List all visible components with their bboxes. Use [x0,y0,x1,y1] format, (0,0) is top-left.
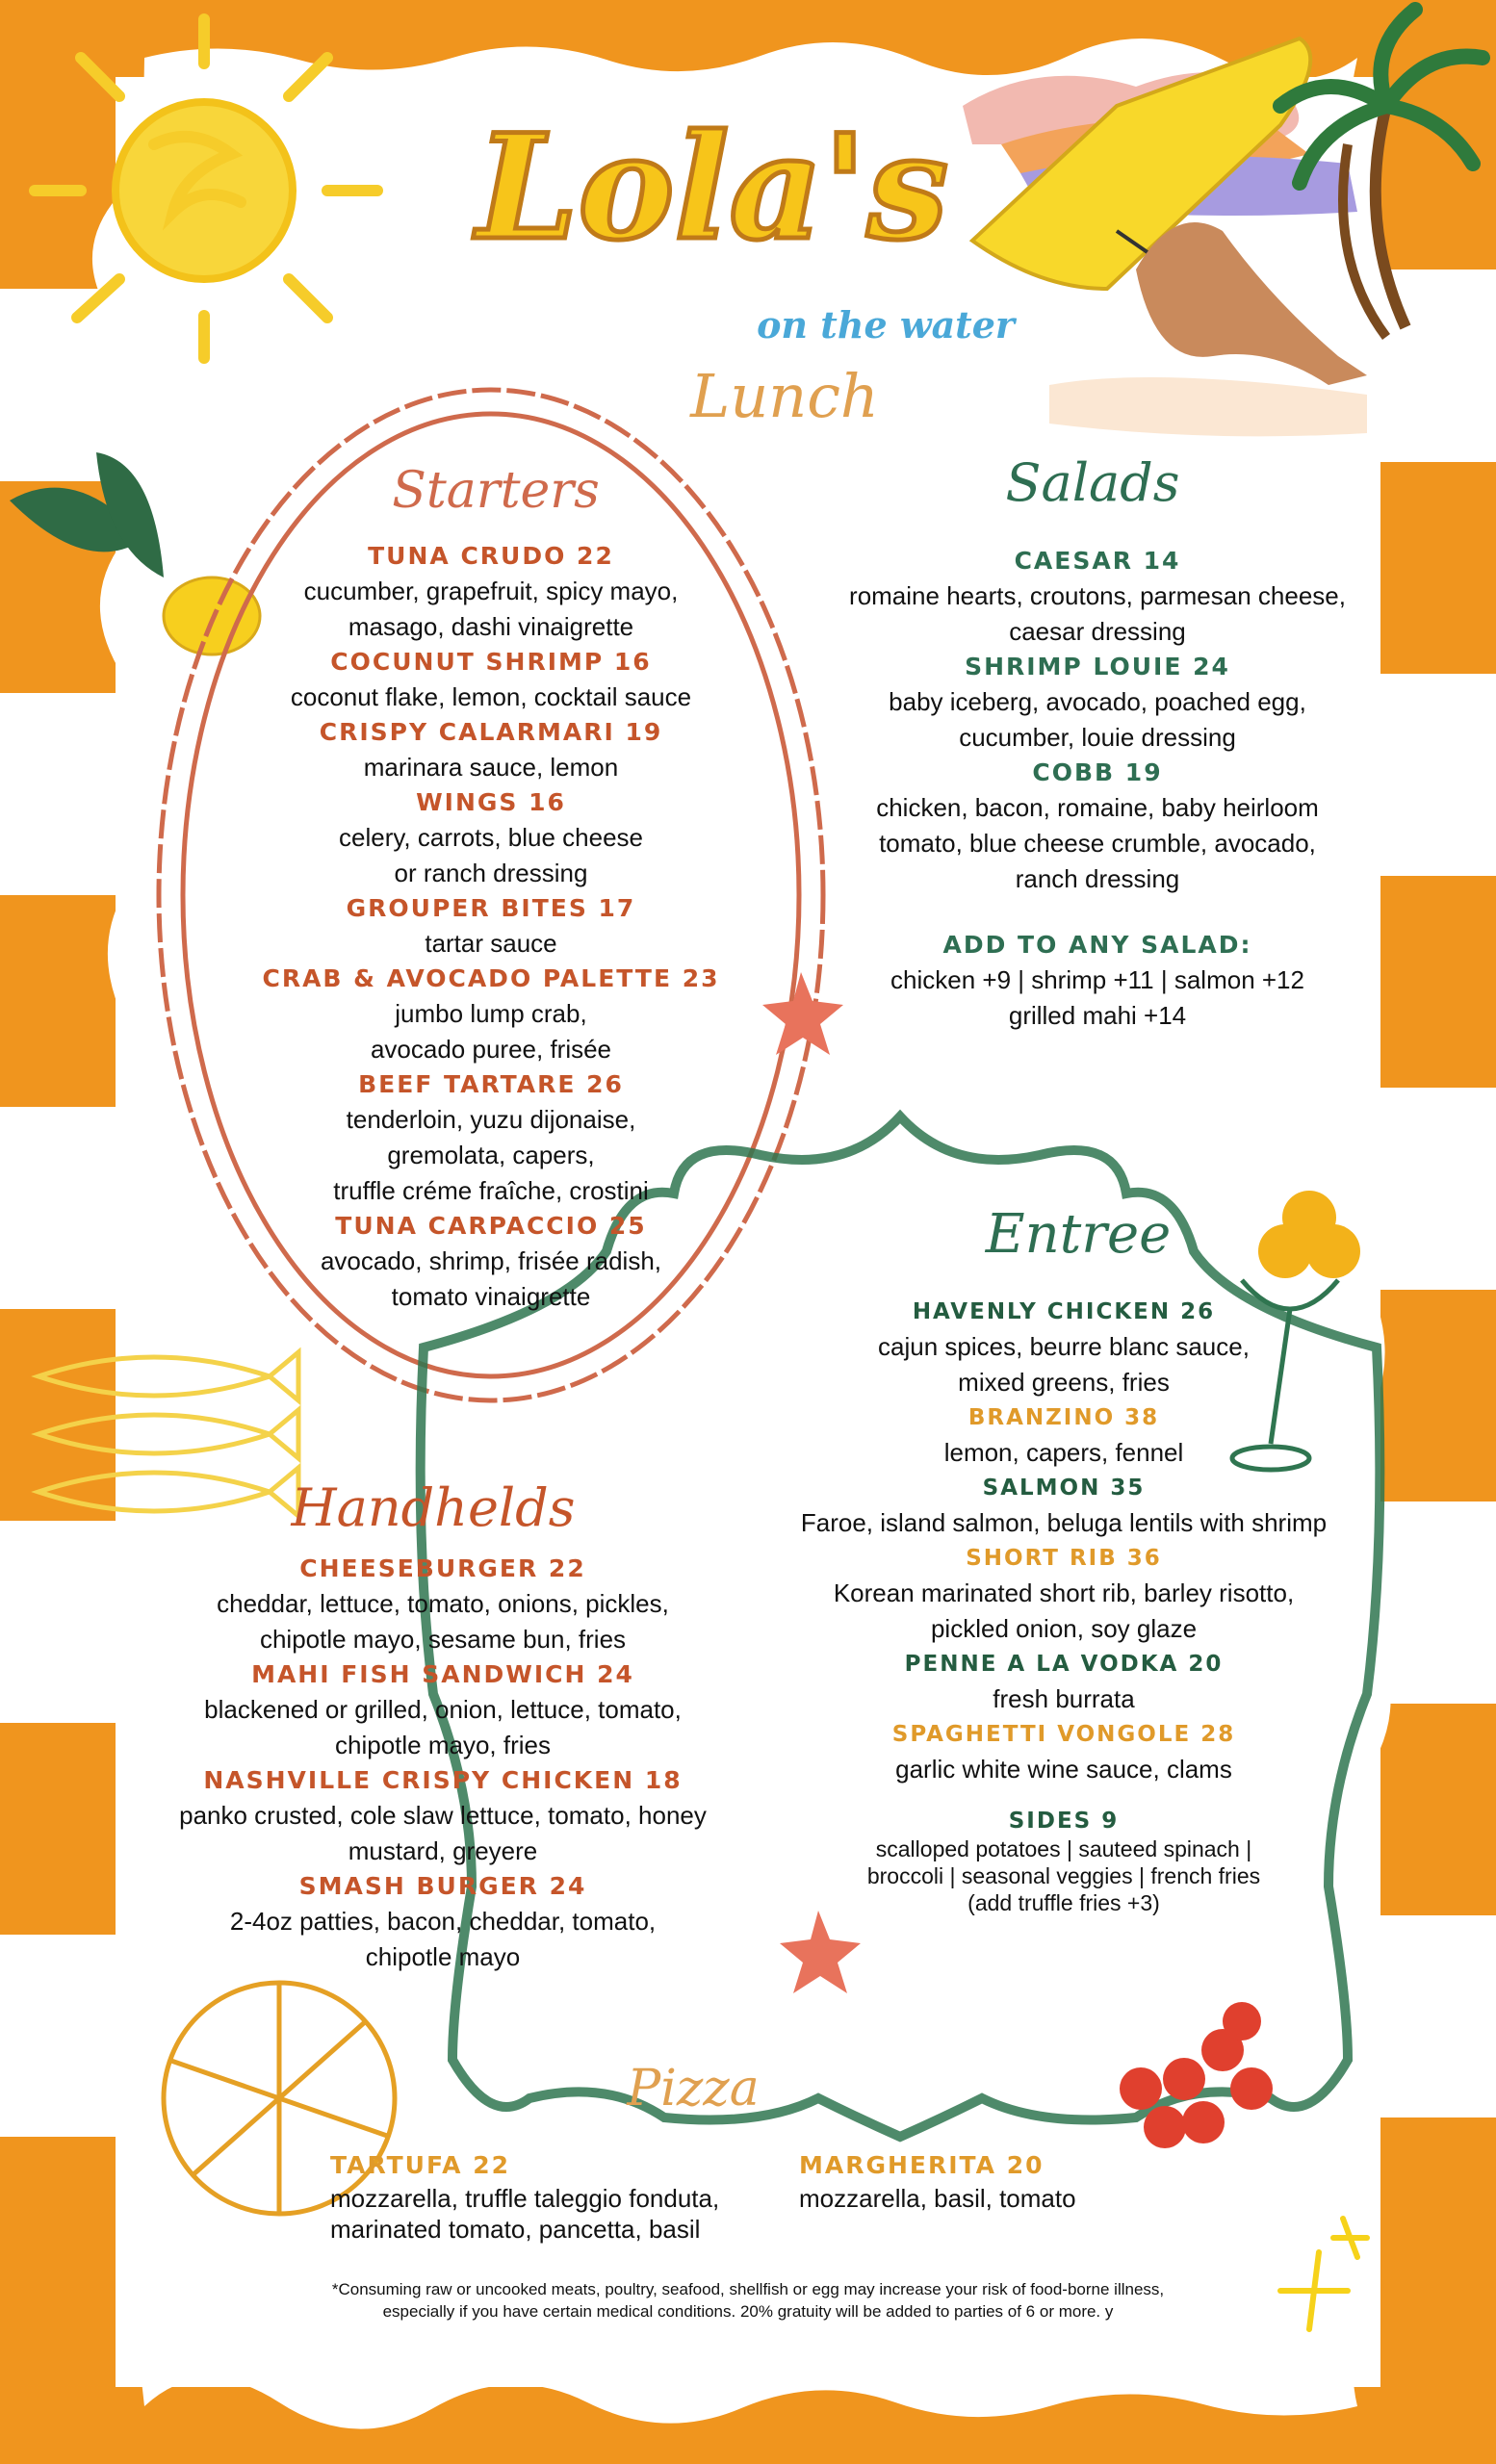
item-desc: cheddar, lettuce, tomato, onions, pickles, [217,1589,669,1618]
logo-tagline: on the water [757,303,1015,346]
sides [780,1807,1348,1916]
pizza-item-margherita [799,2148,1203,2214]
item-desc: caesar dressing [1009,617,1186,646]
item-name: WINGS 16 [416,788,566,816]
item-desc: masago, dashi vinaigrette [348,612,634,641]
menu-item [780,1647,1348,1717]
sides-line: scalloped potatoes | sauteed spinach | [875,1836,1252,1861]
item-desc: cucumber, grapefruit, spicy mayo, [303,577,679,605]
add-ons-title: ADD TO ANY SALAD: [942,931,1252,959]
menu-item [231,715,751,785]
menu-item [231,645,751,715]
footnote-line: *Consuming raw or uncooked meats, poultry, seafood, shellfish or egg may increase your risk of food-borne illness, [331,2280,1165,2298]
menu-item [780,1471,1348,1541]
item-desc: coconut flake, lemon, cocktail sauce [290,682,692,711]
item-desc: tartar sauce [425,929,557,958]
menu-item [780,1717,1348,1787]
pizza-item-tartufa [330,2148,783,2245]
pizza-title: Pizza [627,2060,760,2118]
entree-title: Entree [985,1203,1172,1266]
item-name: COCUNUT SHRIMP 16 [330,648,652,676]
item-desc: celery, carrots, blue cheese [339,823,643,852]
item-name: SALMON 35 [982,1476,1146,1501]
item-desc: tomato vinaigrette [391,1282,591,1311]
item-desc: tomato, blue cheese crumble, avocado, [879,829,1316,858]
item-name: SHRIMP LOUIE 24 [965,653,1230,680]
item-desc: marinated tomato, pancetta, basil [330,2215,701,2244]
menu-item [838,756,1357,897]
item-desc: avocado puree, frisée [370,1035,612,1064]
item-name: GROUPER BITES 17 [346,894,636,922]
menu-item [231,1067,751,1209]
salads-title: Salads [1005,452,1180,513]
menu-title: Lunch [690,361,879,431]
footnote [173,2278,1323,2323]
item-desc: chipotle mayo, fries [335,1731,551,1759]
menu-item [780,1400,1348,1471]
item-desc: chipotle mayo [365,1942,521,1971]
item-name: COBB 19 [1032,758,1163,786]
starters-title: Starters [392,462,600,520]
item-desc: Korean marinated short rib, barley risotto, [833,1578,1295,1607]
menu-item [838,650,1357,756]
item-desc: truffle créme fraîche, crostini [333,1176,649,1205]
sides-line: broccoli | seasonal veggies | french fries [866,1863,1261,1888]
item-desc: mustard, greyere [348,1836,538,1865]
item-name: CHEESEBURGER 22 [299,1554,586,1582]
item-name: CAESAR 14 [1014,547,1181,575]
item-name: MARGHERITA 20 [799,2151,1045,2179]
item-desc: pickled onion, soy glaze [930,1614,1198,1643]
item-desc: ranch dressing [1015,864,1180,893]
handhelds-list [154,1552,732,1975]
item-name: HAVENLY CHICKEN 26 [912,1299,1216,1324]
footnote-line: especially if you have certain medical conditions. 20% gratuity will be added to parties of 6 or more. y [382,2302,1114,2321]
item-desc: panko crusted, cole slaw lettuce, tomato, honey [179,1801,707,1830]
item-name: NASHVILLE CRISPY CHICKEN 18 [203,1766,683,1794]
menu-item [154,1869,732,1975]
item-desc: tenderloin, yuzu dijonaise, [346,1105,636,1134]
menu-item [231,539,751,645]
item-desc: mozzarella, truffle taleggio fonduta, [330,2184,720,2213]
entree-list [780,1295,1348,1916]
item-name: CRISPY CALARMARI 19 [319,718,663,746]
sides-title: SIDES 9 [1008,1809,1120,1834]
item-desc: mixed greens, fries [958,1368,1170,1397]
menu-item [231,785,751,891]
logo-text: Lola's [476,103,949,272]
add-ons-line: grilled mahi +14 [1008,1001,1187,1030]
item-name: TUNA CARPACCIO 25 [335,1212,647,1240]
item-desc: gremolata, capers, [387,1141,595,1169]
item-name: CRAB & AVOCADO PALETTE 23 [262,964,720,992]
item-desc: lemon, capers, fennel [943,1438,1184,1467]
menu-item [838,544,1357,650]
menu-item [154,1552,732,1657]
menu-item [231,962,751,1067]
item-desc: chipotle mayo, sesame bun, fries [259,1625,627,1654]
item-desc: marinara sauce, lemon [363,753,619,782]
item-desc: cucumber, louie dressing [959,723,1236,752]
sides-line: (add truffle fries +3) [967,1890,1160,1915]
item-name: TUNA CRUDO 22 [368,542,614,570]
item-name: MAHI FISH SANDWICH 24 [251,1660,634,1688]
menu-item [154,1657,732,1763]
item-desc: avocado, shrimp, frisée radish, [320,1246,662,1275]
item-name: SMASH BURGER 24 [298,1872,587,1900]
item-name: SHORT RIB 36 [966,1546,1162,1571]
menu-item [780,1295,1348,1400]
salad-add-ons [838,928,1357,1034]
salads-list [838,544,1357,1034]
item-desc: cajun spices, beurre blanc sauce, [878,1332,1250,1361]
item-desc: romaine hearts, croutons, parmesan cheese, [849,581,1346,610]
item-desc: Faroe, island salmon, beluga lentils with shrimp [800,1508,1328,1537]
item-name: SPAGHETTI VONGOLE 28 [891,1722,1236,1747]
item-name: TARTUFA 22 [330,2151,510,2179]
item-desc: chicken, bacon, romaine, baby heirloom [876,793,1319,822]
item-desc: jumbo lump crab, [395,999,587,1028]
handhelds-title: Handhelds [291,1477,576,1538]
item-desc: 2-4oz patties, bacon, cheddar, tomato, [229,1907,657,1936]
item-desc: blackened or grilled, onion, lettuce, tomato, [204,1695,682,1724]
add-ons-line: chicken +9 | shrimp +11 | salmon +12 [890,965,1304,994]
starters-list [231,539,751,1315]
item-desc: or ranch dressing [394,859,588,887]
menu-item [231,1209,751,1315]
item-name: BRANZINO 38 [967,1405,1160,1430]
menu-item [154,1763,732,1869]
item-desc: baby iceberg, avocado, poached egg, [889,687,1306,716]
item-desc: fresh burrata [993,1684,1135,1713]
item-desc: mozzarella, basil, tomato [799,2184,1076,2213]
menu-item [780,1541,1348,1647]
item-desc: garlic white wine sauce, clams [895,1755,1232,1784]
menu-item [231,891,751,962]
item-name: BEEF TARTARE 26 [358,1070,624,1098]
item-name: PENNE A LA VODKA 20 [904,1652,1224,1677]
